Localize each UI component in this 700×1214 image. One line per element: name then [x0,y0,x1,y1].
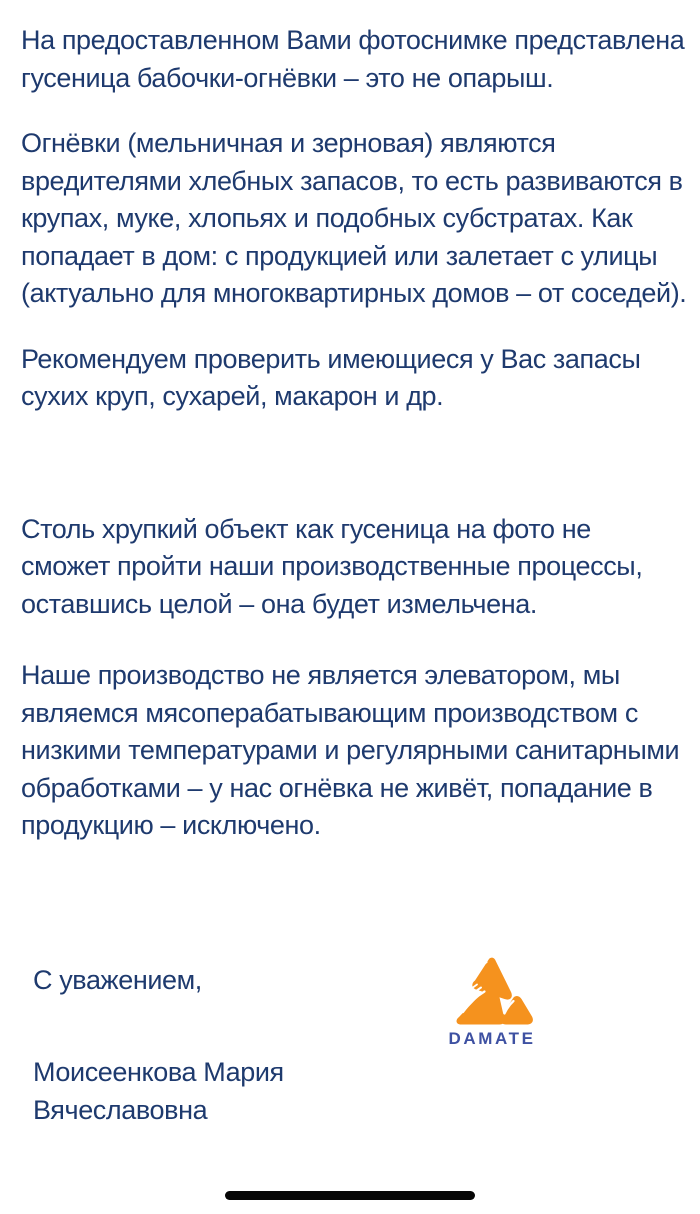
text-line: сухих круп, сухарей, макарон и др. [21,381,444,411]
text-line: низкими температурами и регулярными санитарными [21,735,680,765]
paragraph-pest-info [21,125,686,313]
paragraph-production [21,657,686,845]
damate-wordmark: DAMATE [448,1029,536,1048]
text-line: Огнёвки (мельничная и зерновая) являются [21,128,556,158]
paragraph-recommendation [21,341,686,416]
paragraph-fragile-object [21,511,686,624]
text-line: вредителями хлебных запасов, то есть развиваются в [21,165,683,196]
text-line: (актуально для многоквартирных домов – от соседей). [21,278,687,308]
text-line: Столь хрупкий объект как гусеница на фото не [21,513,591,544]
paragraph-intro [21,22,686,97]
text-line: попадает в дом: с продукцией или залетает с улицы [21,240,658,271]
text-line: На предоставленном Вами фотоснимке представлена [21,25,685,55]
text-line: Рекомендуем проверить имеющиеся у Вас запасы [21,343,641,374]
text-line: Моисеенкова Мария [33,1057,284,1087]
text-line: оставшись целой – она будет измельчена. [21,588,537,619]
text-line: являемся мясоперабатывающим производством с [21,697,638,728]
home-indicator-bar[interactable] [225,1191,475,1200]
signature-name [33,1054,686,1129]
damate-logo [440,956,544,1049]
signature-salutation: С уважением, [33,964,202,995]
text-line: продукцию – исключено. [21,810,321,840]
damate-triangle-logo-icon [440,956,544,1027]
signature-block [21,962,686,1130]
text-line: обработками – у нас огнёвка не живёт, попадание в [21,772,653,803]
text-line: Вячеславовна [33,1094,208,1125]
text-line: сможет пройти наши производственные процессы, [21,551,643,581]
text-line: гусеница бабочки-огнёвки – это не опарыш. [21,62,554,93]
text-line: крупах, муке, хлопьях и подобных субстратах. Как [21,203,633,233]
text-line: Наше производство не является элеватором, мы [21,660,620,690]
